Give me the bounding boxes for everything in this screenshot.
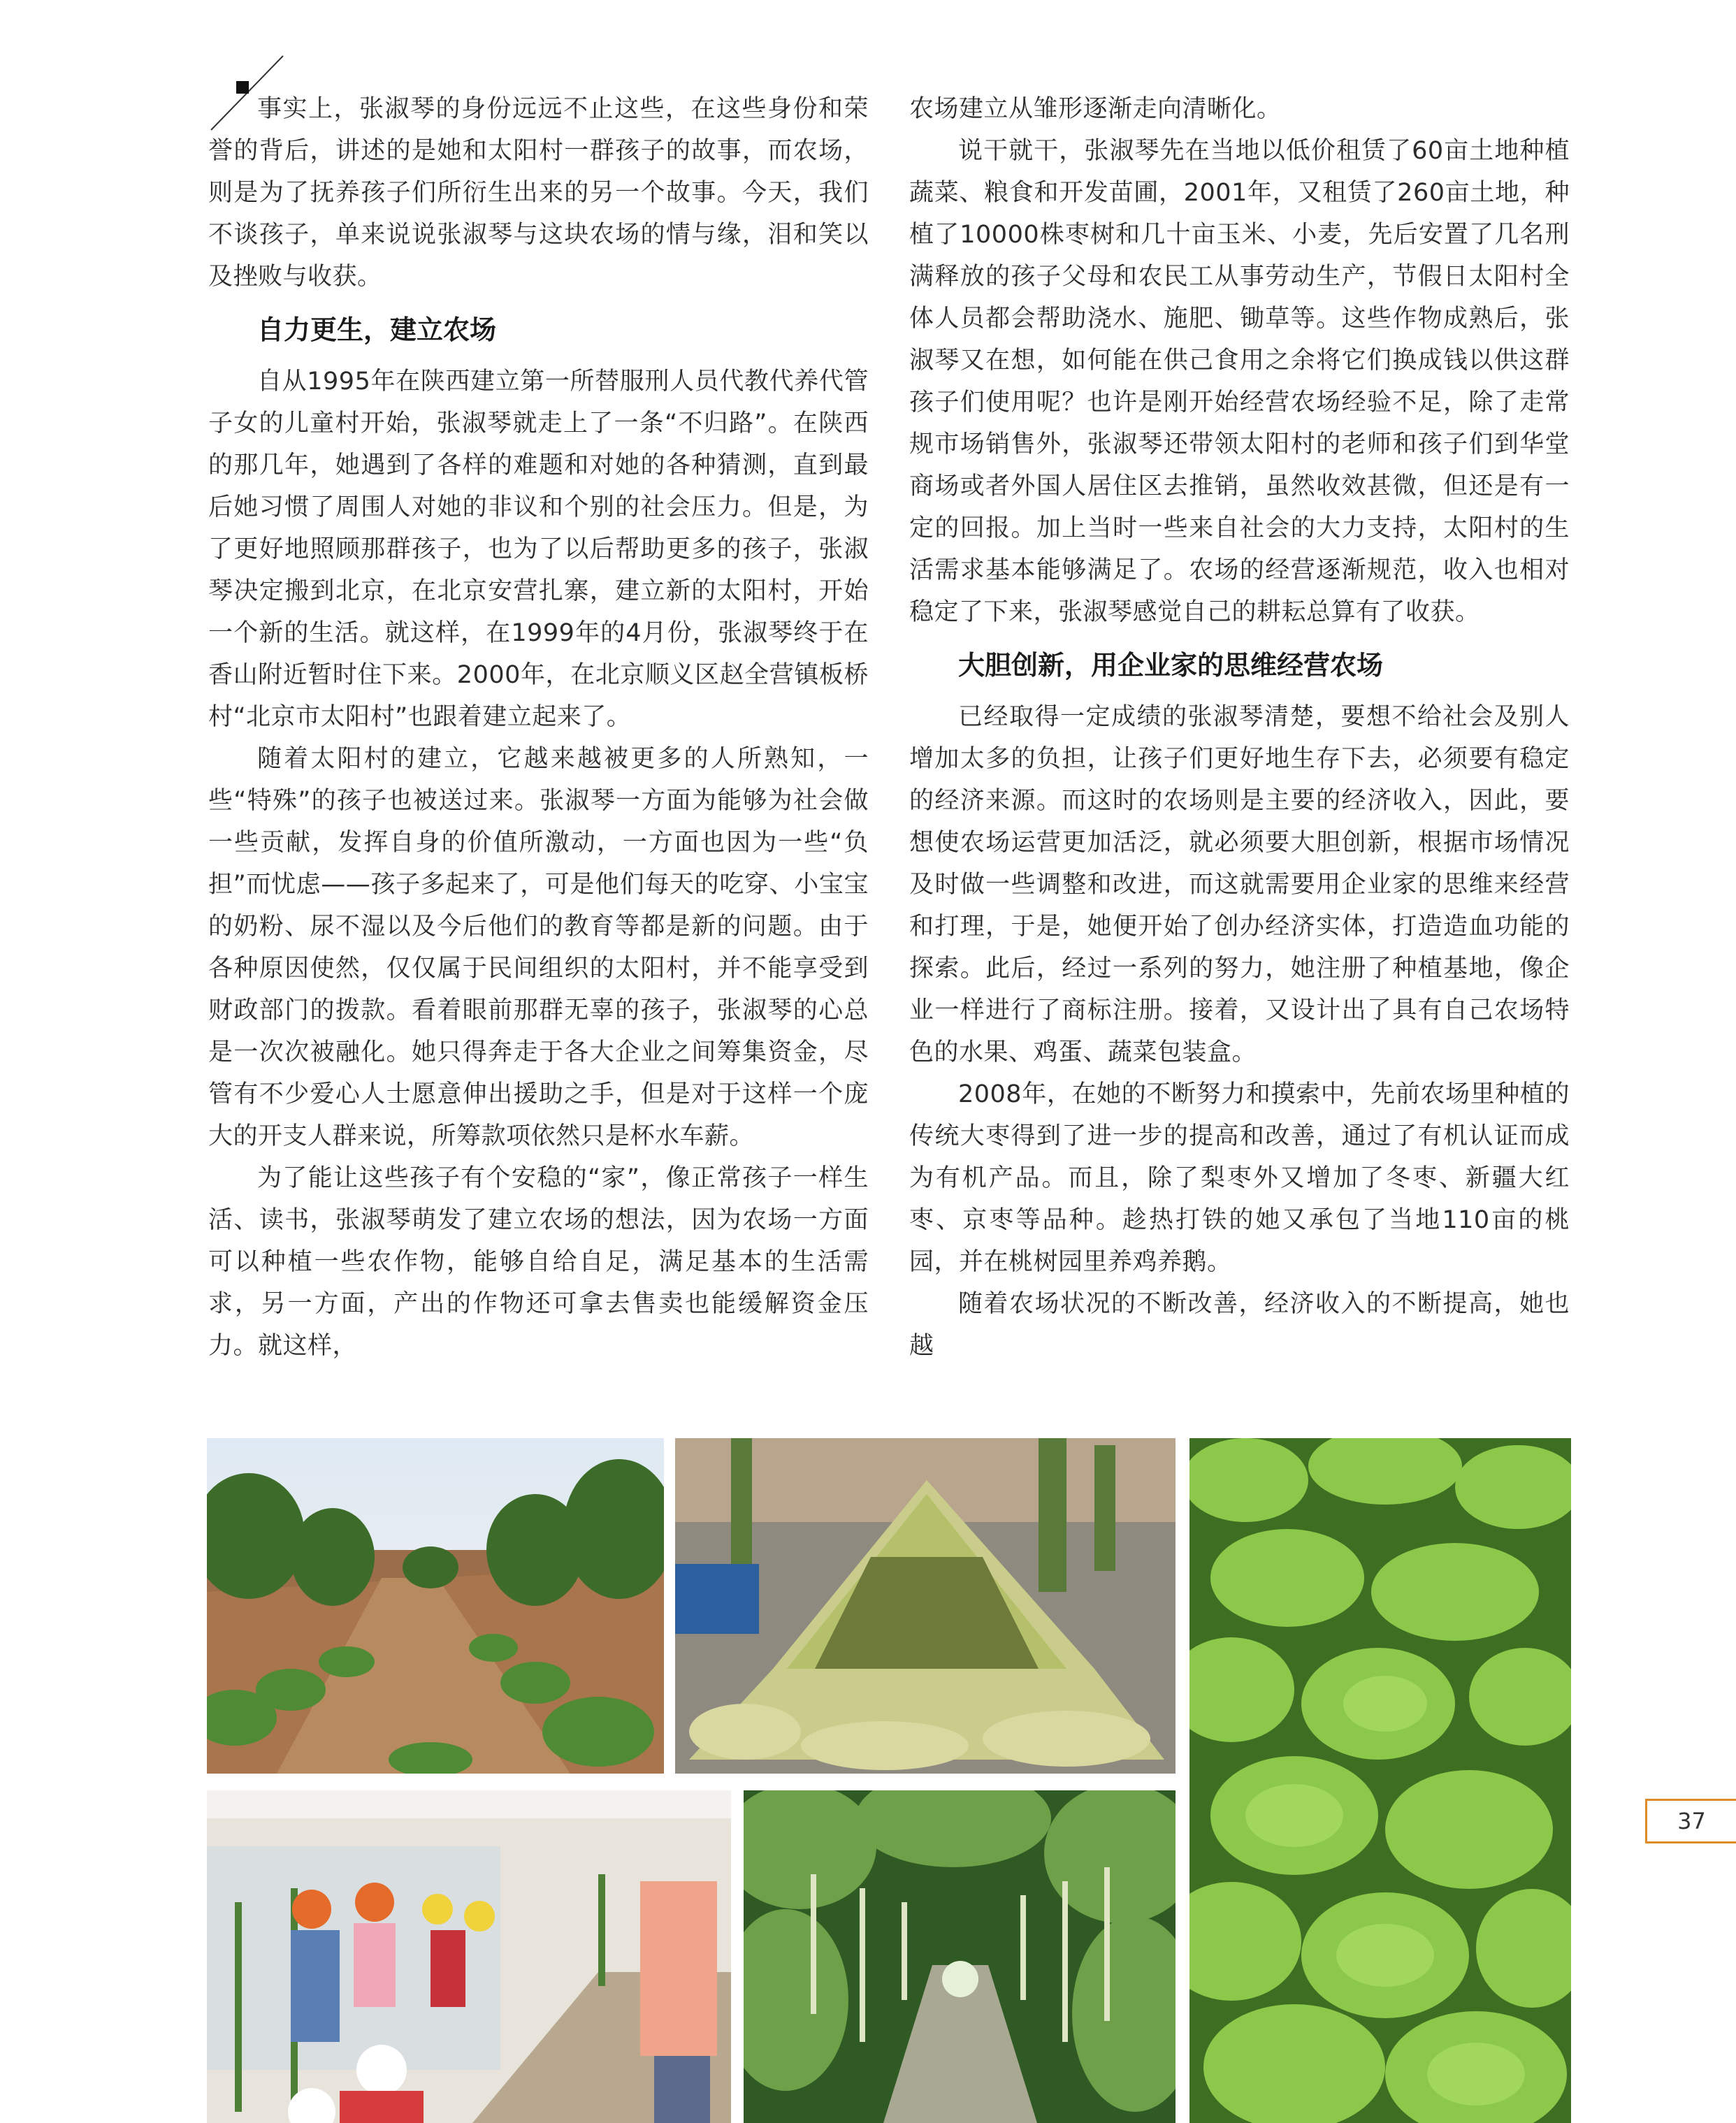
vine-tunnel-photo	[744, 1790, 1176, 2123]
paragraph: 说干就干，张淑琴先在当地以低价租赁了60亩土地种植蔬菜、粮食和开发苗圃，2001年，又租赁了260亩土地，种植了10000株枣树和几十亩玉米、小麦，先后安置了几名刑满释放的孩子父母和农民工从事劳动生产，节假日太阳村全体人员都会帮助浇水、施肥、锄草等。这些作物成熟后，张淑琴又在想，如何能在供己食用之余将它们换成钱以供这群孩子们使用呢？也许是刚开始经营农场经验不足，除了走常规市场销售外，张淑琴还带领太阳村的老师和孩子们到华堂商场或者外国人居住区去推销，虽然收效甚微，但还是有一定的回报。加上当时一些来自社会的大力支持，太阳村的生活需求基本能够满足了。农场的经营逐渐规范，收入也相对稳定了下来，张淑琴感觉自己的耕耘总算有了收获。	[909, 137, 1570, 626]
paragraph: 2008年，在她的不断努力和摸索中，先前农场里种植的传统大枣得到了进一步的提高和改善，通过了有机认证而成为有机产品。而且，除了梨枣外又增加了冬枣、新疆大红枣、京枣等品种。趁热打铁的她又承包了当地110亩的桃园，并在桃树园里养鸡养鹅。	[909, 1080, 1570, 1276]
paragraph: 农场建立从雏形逐渐走向清晰化。	[909, 95, 1282, 123]
children-planting-photo	[207, 1790, 731, 2123]
page-number: 37	[1645, 1799, 1736, 1843]
section-heading: 自力更生，建立农场	[257, 314, 497, 345]
section-heading: 大胆创新，用企业家的思维经营农场	[958, 650, 1384, 681]
corn-harvest-photo	[675, 1438, 1176, 1774]
paragraph: 已经取得一定成绩的张淑琴清楚，要想不给社会及别人增加太多的负担，让孩子们更好地生存下去，必须要有稳定的经济来源。而这时的农场则是主要的经济收入，因此，要想使农场运营更加活泛，就必须要大胆创新，根据市场情况及时做一些调整和改进，而这就需要用企业家的思维来经营和打理，于是，她便开始了创办经济实体，打造造血功能的探索。此后，经过一系列的努力，她注册了种植基地，像企业一样进行了商标注册。接着，又设计出了具有自己农场特色的水果、鸡蛋、蔬菜包装盒。	[909, 703, 1570, 1066]
right-column	[909, 88, 1570, 1367]
left-column	[208, 88, 869, 1367]
paragraph: 随着太阳村的建立，它越来越被更多的人所熟知，一些“特殊”的孩子也被送过来。张淑琴一方面为能够为社会做一些贡献，发挥自身的价值所激动，一方面也因为一些“负担”而忧虑——孩子多起来了，可是他们每天的吃穿、小宝宝的奶粉、尿不湿以及今后他们的教育等都是新的问题。由于各种原因使然，仅仅属于民间组织的太阳村，并不能享受到财政部门的拨款。看着眼前那群无辜的孩子，张淑琴的心总是一次次被融化。她只得奔走于各大企业之间筹集资金，尽管有不少爱心人士愿意伸出援助之手，但是对于这样一个庞大的开支人群来说，所筹款项依然只是杯水车薪。	[208, 745, 869, 1150]
paragraph: 为了能让这些孩子有个安稳的“家”，像正常孩子一样生活、读书，张淑琴萌发了建立农场的想法，因为农场一方面可以种植一些农作物，能够自给自足，满足基本的生活需求，另一方面，产出的作物还可拿去售卖也能缓解资金压力。就这样，	[208, 1164, 869, 1360]
paragraph: 随着农场状况的不断改善，经济收入的不断提高，她也越	[909, 1290, 1570, 1360]
orchard-photo	[207, 1438, 664, 1774]
paragraph: 自从1995年在陕西建立第一所替服刑人员代教代养代管子女的儿童村开始，张淑琴就走上了一条“不归路”。在陕西的那几年，她遇到了各样的难题和对她的各种猜测，直到最后她习惯了周围人对她的非议和个别的社会压力。但是，为了更好地照顾那群孩子，也为了以后帮助更多的孩子，张淑琴决定搬到北京，在北京安营扎寨，建立新的太阳村，开始一个新的生活。就这样，在1999年的4月份，张淑琴终于在香山附近暂时住下来。2000年，在北京顺义区赵全营镇板桥村“北京市太阳村”也跟着建立起来了。	[208, 368, 869, 731]
paragraph: 事实上，张淑琴的身份远远不止这些，在这些身份和荣誉的背后，讲述的是她和太阳村一群孩子的故事，而农场，则是为了抚养孩子们所衍生出来的另一个故事。今天，我们不谈孩子，单来说说张淑琴与这块农场的情与缘，泪和笑以及挫败与收获。	[208, 95, 869, 291]
lettuce-field-photo	[1189, 1438, 1571, 2123]
